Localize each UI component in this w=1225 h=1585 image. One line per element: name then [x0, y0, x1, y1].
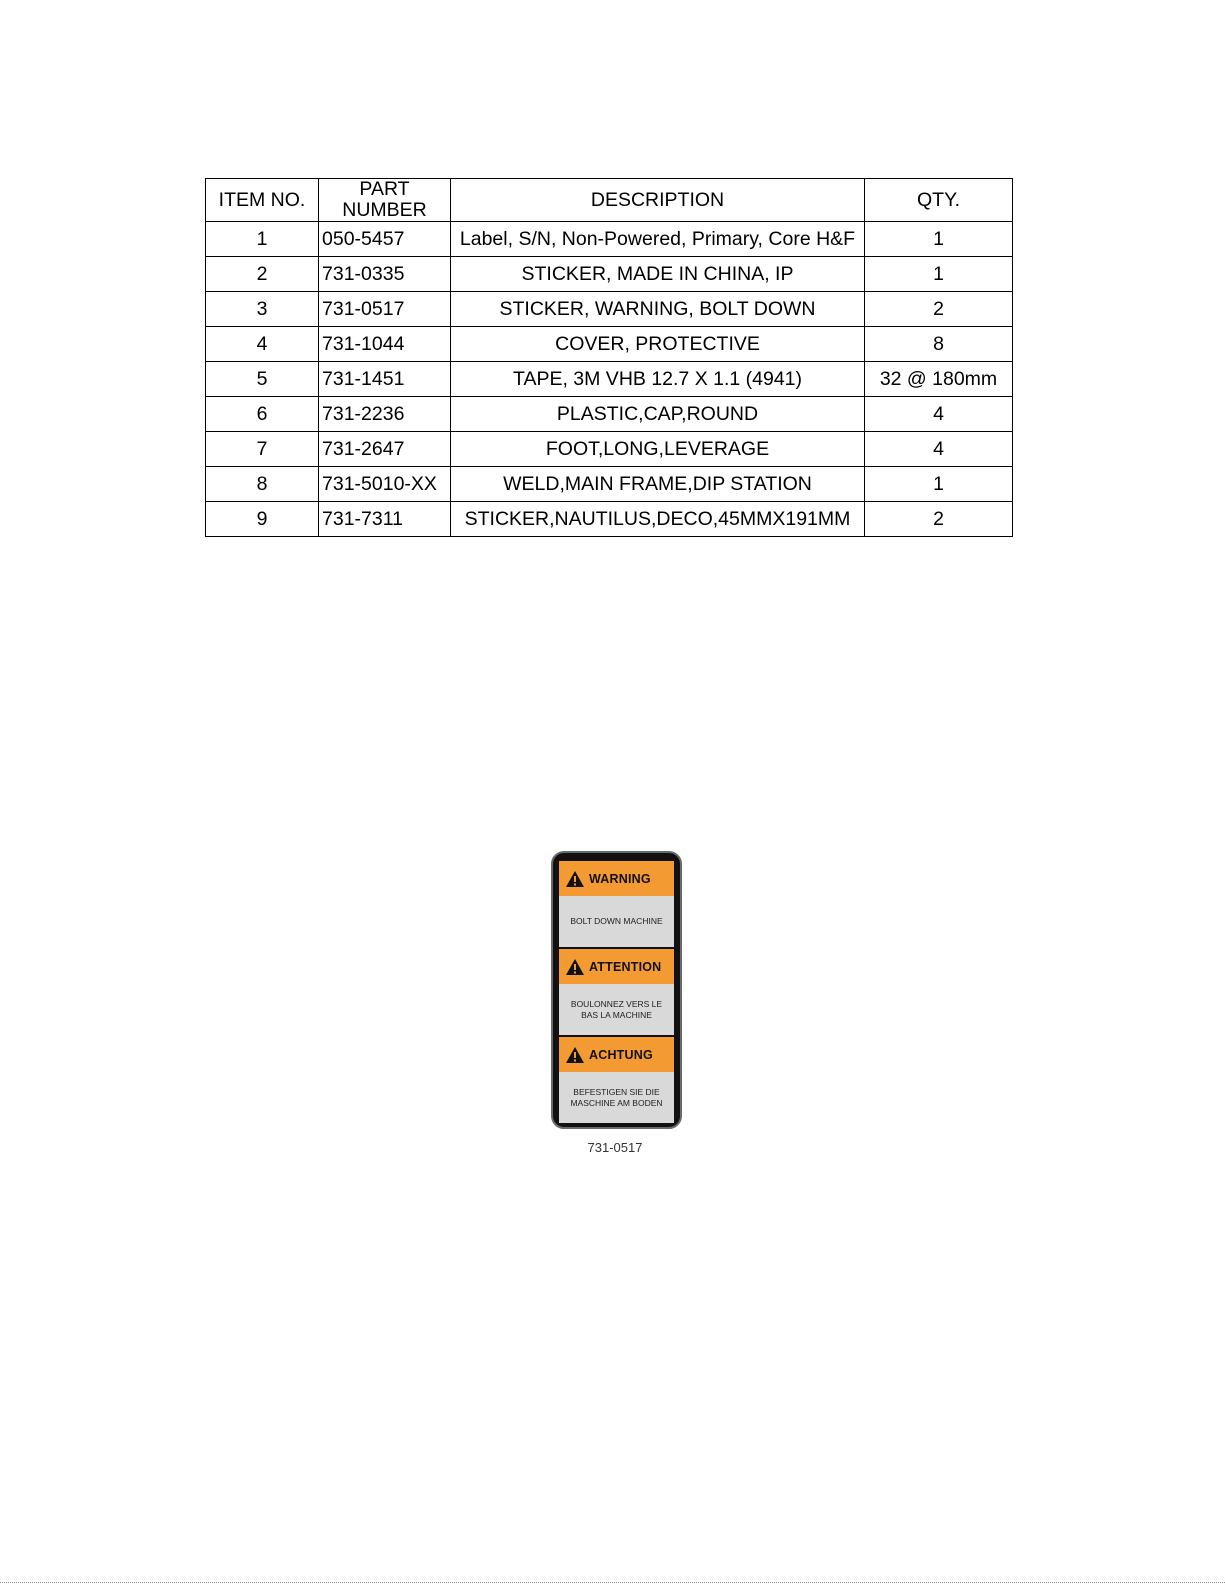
warning-triangle-icon: [565, 870, 585, 888]
cell-qty: 4: [865, 397, 1013, 432]
sticker-message: BOLT DOWN MACHINE: [559, 896, 674, 947]
cell-part-number: 731-7311: [319, 502, 451, 537]
sticker-heading-text: ACHTUNG: [589, 1047, 653, 1062]
cell-part-number: 731-0517: [319, 292, 451, 327]
header-item-no: ITEM NO.: [206, 179, 319, 222]
warning-sticker: [551, 851, 682, 1129]
cell-part-number: 731-2236: [319, 397, 451, 432]
cell-item-no: 2: [206, 257, 319, 292]
cell-qty: 8: [865, 327, 1013, 362]
table-row: [206, 397, 1013, 432]
cell-description: STICKER,NAUTILUS,DECO,45MMX191MM: [451, 502, 865, 537]
cell-description: TAPE, 3M VHB 12.7 X 1.1 (4941): [451, 362, 865, 397]
cell-qty: 2: [865, 292, 1013, 327]
sticker-heading-band: [559, 1037, 674, 1072]
parts-table: [205, 178, 1013, 537]
cell-description: COVER, PROTECTIVE: [451, 327, 865, 362]
table-row: [206, 362, 1013, 397]
cell-description: PLASTIC,CAP,ROUND: [451, 397, 865, 432]
table-row: [206, 502, 1013, 537]
page-bottom-divider: [0, 1582, 1225, 1583]
table-row: [206, 257, 1013, 292]
cell-item-no: 1: [206, 222, 319, 257]
cell-item-no: 7: [206, 432, 319, 467]
table-body: [206, 222, 1013, 537]
cell-qty: 1: [865, 467, 1013, 502]
sticker-heading-band: [559, 861, 674, 896]
table-row: [206, 222, 1013, 257]
cell-item-no: 5: [206, 362, 319, 397]
warning-triangle-icon: [565, 958, 585, 976]
cell-part-number: 731-1044: [319, 327, 451, 362]
header-part-number: PART NUMBER: [319, 179, 451, 222]
cell-part-number: 050-5457: [319, 222, 451, 257]
cell-item-no: 8: [206, 467, 319, 502]
cell-description: WELD,MAIN FRAME,DIP STATION: [451, 467, 865, 502]
cell-qty: 4: [865, 432, 1013, 467]
table-row: [206, 327, 1013, 362]
cell-item-no: 6: [206, 397, 319, 432]
sticker-part-number: 731-0517: [587, 1140, 643, 1155]
header-description: DESCRIPTION: [451, 179, 865, 222]
cell-item-no: 9: [206, 502, 319, 537]
warning-triangle-icon: [565, 1046, 585, 1064]
cell-part-number: 731-2647: [319, 432, 451, 467]
cell-description: Label, S/N, Non-Powered, Primary, Core H&F: [451, 222, 865, 257]
sticker-heading-band: [559, 949, 674, 984]
table-row: [206, 467, 1013, 502]
cell-description: FOOT,LONG,LEVERAGE: [451, 432, 865, 467]
cell-part-number: 731-0335: [319, 257, 451, 292]
table-row: [206, 432, 1013, 467]
cell-qty: 1: [865, 257, 1013, 292]
sticker-heading-text: ATTENTION: [589, 959, 662, 974]
sticker-message: BOULONNEZ VERS LE BAS LA MACHINE: [559, 984, 674, 1035]
sticker-message: BEFESTIGEN SIE DIE MASCHINE AM BODEN: [559, 1072, 674, 1123]
header-qty: QTY.: [865, 179, 1013, 222]
cell-item-no: 4: [206, 327, 319, 362]
cell-qty: 1: [865, 222, 1013, 257]
cell-item-no: 3: [206, 292, 319, 327]
table-row: [206, 292, 1013, 327]
cell-qty: 2: [865, 502, 1013, 537]
table-header-row: [206, 179, 1013, 222]
cell-part-number: 731-5010-XX: [319, 467, 451, 502]
cell-qty: 32 @ 180mm: [865, 362, 1013, 397]
sticker-heading-text: WARNING: [589, 871, 651, 886]
cell-part-number: 731-1451: [319, 362, 451, 397]
cell-description: STICKER, WARNING, BOLT DOWN: [451, 292, 865, 327]
cell-description: STICKER, MADE IN CHINA, IP: [451, 257, 865, 292]
